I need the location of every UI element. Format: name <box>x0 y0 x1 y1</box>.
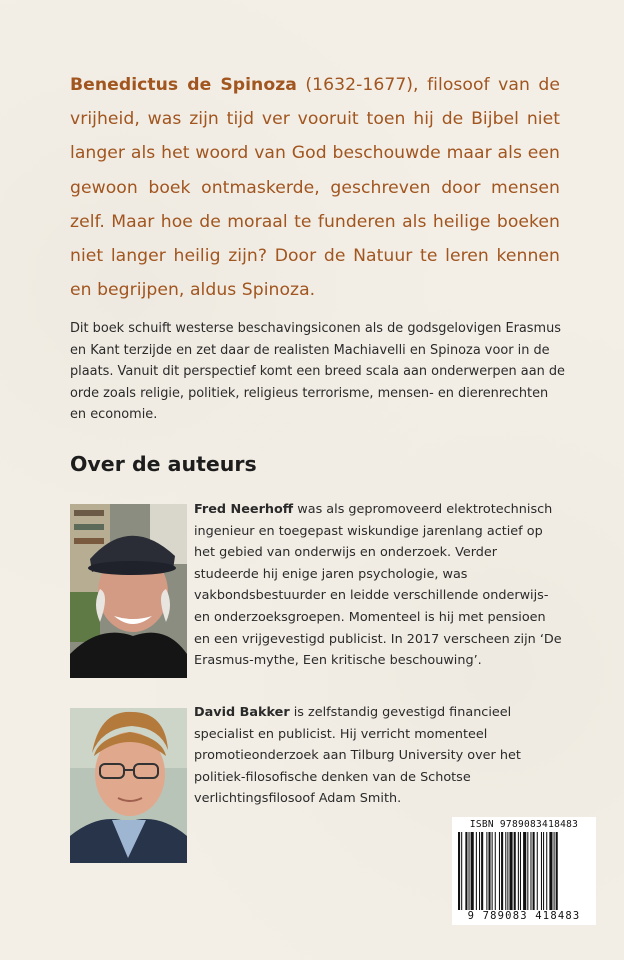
author-bio-fred-neerhoff <box>194 499 564 672</box>
barcode-bar <box>499 832 500 910</box>
barcode-bar <box>533 832 535 910</box>
barcode-bar <box>492 832 493 910</box>
intro-author-name: Benedictus de Spinoza <box>70 75 297 95</box>
barcode-bar <box>458 832 460 910</box>
isbn-barcode <box>452 817 596 925</box>
barcode-bar <box>541 832 542 910</box>
author-bio-text: was als gepromoveerd elektrotechnisch ingenieur en toegepast wiskundige jarenlang actief op het gebied van onderwijs en onderzoek. Verder studeerde hij enige jaren psychologie, was vakbondsbestuurder en leidde verschillende onderwijs- en onderzoeksgroepen. Momenteel is hij met pensioen en een vrijgevestigd publicist. In 2017 verscheen zijn ‘De Erasmus-mythe, Een kritische beschouwing’. <box>194 502 562 669</box>
summary-paragraph: Dit boek schuift westerse beschavingsiconen als de godsgelovigen Erasmus en Kant terzijde en zet daar de realisten Machiavelli en Spinoza voor in de plaats. Vanuit dit perspectief komt een breed scala aan onderwerpen aan de orde zoals religie, politiek, religieus terrorisme, mensen- en dierenrechten en economie. <box>70 321 565 422</box>
barcode-bars <box>458 832 590 910</box>
barcode-bar <box>509 832 512 910</box>
isbn-label: ISBN 9789083418483 <box>469 819 579 830</box>
barcode-bar <box>488 832 490 910</box>
barcode-bar <box>469 832 470 910</box>
barcode-bar <box>507 832 508 910</box>
barcode-digits: 9 789083 418483 <box>467 910 581 922</box>
barcode-bar <box>465 832 467 910</box>
barcode-bar <box>514 832 516 910</box>
barcode-bar <box>481 832 483 910</box>
intro-paragraph <box>70 68 560 307</box>
barcode-bar <box>554 832 555 910</box>
barcode-bar <box>461 832 462 910</box>
barcode-bar <box>546 832 547 910</box>
barcode-bar <box>520 832 521 910</box>
barcode-bar <box>530 832 531 910</box>
barcode-bar <box>537 832 538 910</box>
barcode-bar <box>549 832 552 910</box>
barcode-bar <box>556 832 558 910</box>
barcode-bar <box>501 832 503 910</box>
barcode-bar <box>479 832 480 910</box>
barcode-bar <box>476 832 477 910</box>
barcode-bar <box>495 832 496 910</box>
section-title-authors: Over de auteurs <box>70 452 257 476</box>
barcode-bar <box>505 832 506 910</box>
barcode-bar <box>523 832 526 910</box>
author-photo-fred-neerhoff <box>70 504 187 678</box>
intro-text: (1632-1677), filosoof van de vrijheid, was zijn tijd ver vooruit toen hij de Bijbel niet langer als het woord van God beschouwde maar als een gewoon boek ontmaskerde, geschreven door mensen zelf. Maar hoe de moraal te funderen als heilige boeken niet langer heilig zijn? Door de Natuur te leren kennen en begrijpen, aldus Spinoza. <box>70 75 560 301</box>
barcode-bar <box>518 832 519 910</box>
author-name-fred-neerhoff: Fred Neerhoff <box>194 502 294 517</box>
barcode-bar <box>543 832 544 910</box>
author-photo-david-bakker <box>70 708 187 863</box>
barcode-bar <box>471 832 474 910</box>
author-bio-text: is zelfstandig gevestigd financieel specialist en publicist. Hij verricht momenteel promotieonderzoek aan Tilburg University over het politiek-filosofische denken van de Schotse verlichtingsfilosoof Adam Smith. <box>194 705 521 807</box>
barcode-bar <box>486 832 487 910</box>
author-bio-david-bakker <box>194 702 564 810</box>
author-name-david-bakker: David Bakker <box>194 705 290 720</box>
barcode-bar <box>527 832 528 910</box>
